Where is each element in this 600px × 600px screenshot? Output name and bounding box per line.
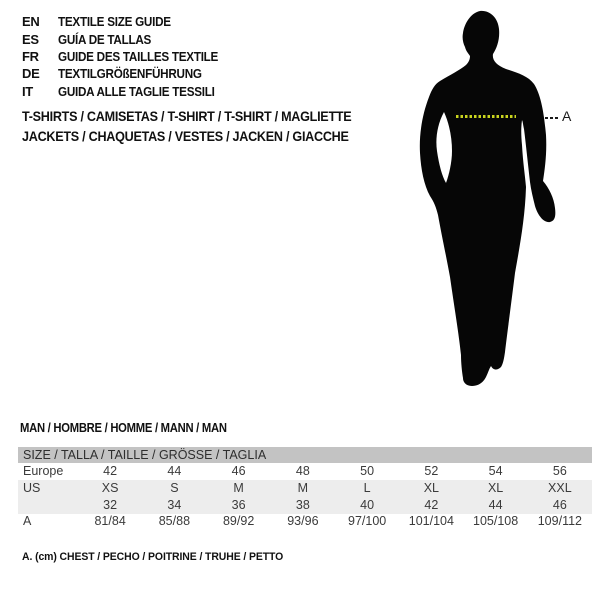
cell: 56 bbox=[552, 463, 567, 478]
cell: 42 bbox=[103, 463, 118, 478]
row-label: US bbox=[23, 481, 41, 495]
cell: M bbox=[233, 481, 244, 495]
garment-line-tshirts: T-SHIRTS / CAMISETAS / T-SHIRT / T-SHIRT / MAGLIETTE bbox=[22, 108, 352, 124]
table-row-chest-cm bbox=[18, 514, 592, 530]
measure-label-a: A bbox=[562, 108, 572, 124]
row-label: Europe bbox=[23, 463, 64, 478]
cell: 85/88 bbox=[158, 514, 191, 529]
cell: S bbox=[170, 481, 179, 495]
cell: 54 bbox=[488, 463, 503, 478]
cell: 34 bbox=[167, 498, 182, 512]
cell: 32 bbox=[103, 498, 118, 512]
cell: 109/112 bbox=[537, 514, 582, 529]
cell: 101/104 bbox=[408, 514, 454, 529]
table-row-us-letters bbox=[18, 479, 592, 497]
section-title-man: MAN / HOMBRE / HOMME / MANN / MAN bbox=[20, 421, 227, 435]
cell: 46 bbox=[552, 498, 567, 512]
cell: 42 bbox=[424, 498, 439, 512]
lang-label: TEXTILE SIZE GUIDE bbox=[58, 14, 171, 30]
lang-label: GUIDE DES TAILLES TEXTILE bbox=[58, 48, 219, 64]
lang-row-fr bbox=[22, 48, 236, 65]
cell: 36 bbox=[231, 498, 246, 512]
cell: 105/108 bbox=[473, 514, 519, 529]
cell: 44 bbox=[167, 463, 182, 478]
cell: 52 bbox=[424, 463, 439, 478]
cell: 50 bbox=[360, 463, 375, 478]
chest-measure-dashes bbox=[456, 115, 516, 118]
cell: 97/100 bbox=[348, 514, 387, 529]
cell: 93/96 bbox=[287, 514, 319, 529]
garment-line-jackets: JACKETS / CHAQUETAS / VESTES / JACKEN / GIACCHE bbox=[22, 127, 349, 144]
lang-label: GUIDA ALLE TAGLIE TESSILI bbox=[58, 83, 215, 99]
cell: XS bbox=[101, 481, 119, 495]
cell: 81/84 bbox=[94, 514, 126, 529]
lang-code: IT bbox=[22, 83, 33, 99]
garment-types bbox=[22, 108, 388, 147]
lang-row-en bbox=[22, 13, 236, 30]
size-table bbox=[18, 447, 592, 529]
table-row-europe bbox=[18, 463, 592, 479]
lang-label: TEXTILGRÖßENFÜHRUNG bbox=[58, 66, 202, 82]
cell: 38 bbox=[295, 498, 310, 512]
cell: 46 bbox=[231, 463, 246, 478]
cell: 40 bbox=[360, 498, 375, 512]
cell: L bbox=[363, 481, 371, 495]
cell: 89/92 bbox=[222, 514, 255, 529]
table-row-us-numbers bbox=[18, 497, 592, 514]
cell: XXL bbox=[548, 481, 572, 495]
man-silhouette-figure bbox=[418, 5, 568, 395]
cell: 44 bbox=[488, 498, 503, 512]
cell: M bbox=[297, 481, 309, 495]
man-silhouette-icon bbox=[418, 5, 568, 395]
cell: 48 bbox=[295, 463, 310, 478]
lang-code: ES bbox=[22, 31, 39, 47]
chest-footnote: A. (cm) CHEST / PECHO / POITRINE / TRUHE / PETTO bbox=[22, 551, 284, 563]
measure-leader-dashes bbox=[545, 117, 559, 119]
row-label: A bbox=[23, 514, 32, 529]
language-guide bbox=[22, 13, 236, 100]
size-table-header: SIZE / TALLA / TAILLE / GRÖSSE / TAGLIA bbox=[18, 447, 592, 463]
lang-label: GUÍA DE TALLAS bbox=[58, 31, 152, 47]
lang-code: DE bbox=[22, 66, 40, 82]
lang-code: EN bbox=[22, 14, 40, 30]
lang-code: FR bbox=[22, 48, 39, 64]
lang-row-it bbox=[22, 83, 236, 100]
cell: XL bbox=[423, 481, 440, 495]
cell: XL bbox=[487, 481, 504, 495]
lang-row-es bbox=[22, 30, 236, 47]
lang-row-de bbox=[22, 65, 236, 82]
